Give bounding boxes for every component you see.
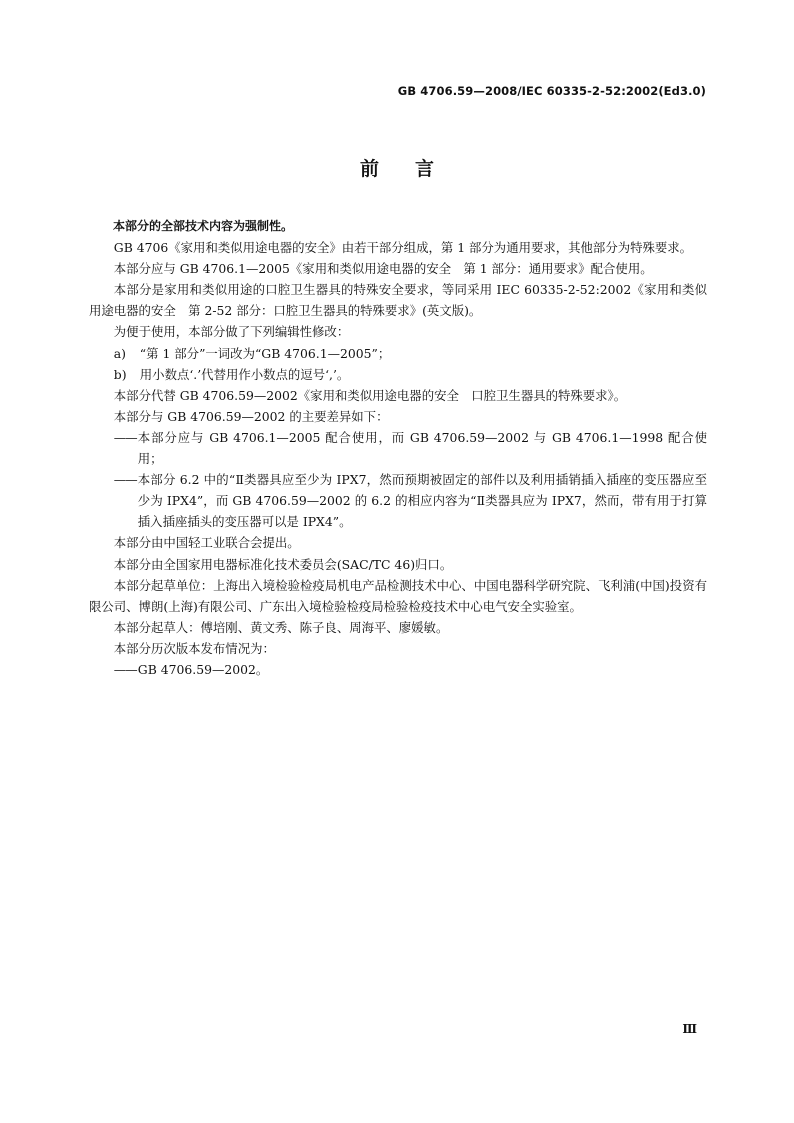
page-number: Ⅲ	[682, 1022, 697, 1036]
foreword-body	[89, 216, 707, 680]
title-char-2: 言	[415, 158, 435, 180]
list-marker-b: b)	[113, 366, 127, 382]
dash-marker: ——	[113, 429, 137, 445]
paragraph-structure: GB 4706《家用和类似用途电器的安全》由若干部分组成，第 1 部分为通用要求，其他部分为特殊要求。	[113, 240, 693, 256]
dash-item-1	[89, 427, 707, 469]
list-item-a	[89, 343, 707, 364]
mandatory-statement: 本部分的全部技术内容为强制性。	[113, 219, 294, 233]
list-marker-a: a)	[113, 345, 127, 361]
paragraph-proposed-by: 本部分由中国轻工业联合会提出。	[113, 535, 300, 551]
paragraph-scope: 本部分是家用和类似用途的口腔卫生器具的特殊安全要求，等同采用 IEC 60335-2-52:2002《家用和类似用途电器的安全 第 2-52 部分：口腔卫生器具的特殊要求》(英文版)。	[89, 282, 707, 319]
title-char-1: 前	[359, 158, 379, 180]
paragraph-drafters: 本部分起草人：傅培刚、黄文秀、陈子良、周海平、廖媛敏。	[113, 619, 449, 635]
dash-item-2	[89, 469, 707, 532]
page-title	[0, 154, 794, 181]
paragraph-differences-intro: 本部分与 GB 4706.59—2002 的主要差异如下：	[113, 408, 389, 424]
paragraph-drafting-units: 本部分起草单位：上海出入境检验检疫局机电产品检测技术中心、中国电器科学研究院、飞利浦(中国)投资有限公司、博朗(上海)有限公司、广东出入境检验检疫局检验检疫技术中心电气安全实验室。	[89, 577, 707, 614]
list-text-a: “第 1 部分”一词改为“GB 4706.1—2005”；	[139, 345, 391, 361]
dash-item-3	[89, 659, 707, 680]
dash-text-2: 本部分 6.2 中的“Ⅱ类器具应至少为 IPX7，然而预期被固定的部件以及利用插销插入插座的变压器应至少为 IPX4”，而 GB 4706.59—2002 的 6.2 的相应内容为“Ⅱ类器具应为 IPX7，然而，带有用于打算插入插座插头的变压器可以是 IPX4”。	[137, 472, 707, 530]
paragraph-used-with: 本部分应与 GB 4706.1—2005《家用和类似用途电器的安全 第 1 部分：通用要求》配合使用。	[113, 261, 653, 277]
list-item-b	[89, 364, 707, 385]
paragraph-replaces: 本部分代替 GB 4706.59—2002《家用和类似用途电器的安全 口腔卫生器具的特殊要求》。	[113, 387, 627, 403]
paragraph-edits-intro: 为便于使用，本部分做了下列编辑性修改：	[113, 324, 350, 340]
dash-text-3: GB 4706.59—2002。	[137, 661, 269, 677]
standard-code-header: GB 4706.59—2008/IEC 60335-2-52:2002(Ed3.0)	[397, 84, 706, 98]
paragraph-centralized-by: 本部分由全国家用电器标准化技术委员会(SAC/TC 46)归口。	[113, 556, 453, 572]
paragraph-history-intro: 本部分历次版本发布情况为：	[113, 640, 275, 656]
dash-text-1: 本部分应与 GB 4706.1—2005 配合使用，而 GB 4706.59—2002 与 GB 4706.1—1998 配合使用；	[137, 429, 707, 467]
dash-marker: ——	[113, 472, 137, 488]
dash-marker: ——	[113, 661, 137, 677]
list-text-b: 用小数点‘.’代替用作小数点的逗号‘,’。	[139, 366, 350, 382]
